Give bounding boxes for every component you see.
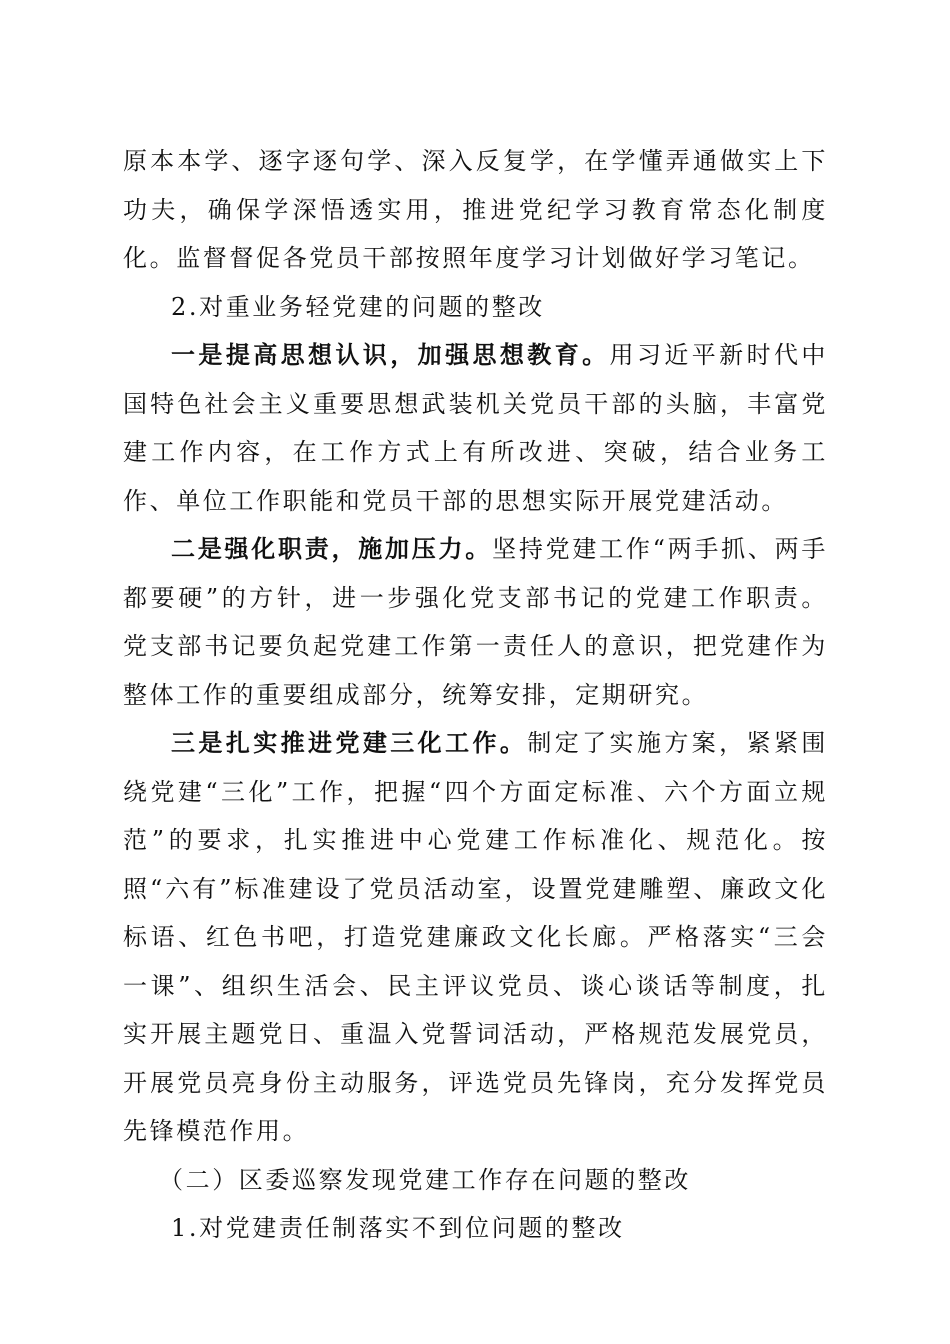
paragraph-1-body: 用习近平新时代中国特色社会主义重要思想武装机关党员干部的头脑，丰富党建工作内容，在工作方式上有所改进、突破，结合业务工作、单位工作职能和党员干部的思想实际开展党建活动。: [123, 341, 828, 515]
continued-paragraph: 原本本学、逐字逐句学、深入反复学，在学懂弄通做实上下功夫，确保学深悟透实用，推进党纪学习教育常态化制度化。监督督促各党员干部按照年度学习计划做好学习笔记。: [123, 147, 828, 272]
paragraph-2: [123, 525, 828, 719]
subheading-2: 2.对重业务轻党建的问题的整改: [171, 292, 545, 321]
paragraph-3-body: 制定了实施方案，紧紧围绕党建“三化”工作，把握“四个方面定标准、六个方面立规范”的要求，扎实推进中心党建工作标准化、规范化。按照“六有”标准建设了党员活动室，设置党建雕塑、廉政文化标语、红色书吧，打造党建廉政文化长廊。严格落实“三会一课”、组织生活会、民主评议党员、谈心谈话等制度，扎实开展主题党日、重温入党誓词活动，严格规范发展党员，开展党员亮身份主动服务，评选党员先锋岗，充分发挥党员先锋模范作用。: [123, 729, 828, 1145]
paragraph-1-lead: 一是提高思想认识，加强思想教育。: [171, 340, 610, 369]
paragraph-1: [123, 331, 828, 525]
subheading-1: 1.对党建责任制落实不到位问题的整改: [171, 1214, 625, 1242]
paragraph-3: [123, 719, 828, 1156]
section-heading-2: （二）区委巡察发现党建工作存在问题的整改: [159, 1165, 691, 1194]
paragraph-2-lead: 二是强化职责，施加压力。: [171, 534, 493, 563]
paragraph-3-lead: 三是扎实推进党建三化工作。: [171, 728, 528, 757]
paragraph-2-body: 坚持党建工作“两手抓、两手都要硬”的方针，进一步强化党支部书记的党建工作职责。党支部书记要负起党建工作第一责任人的意识，把党建作为整体工作的重要组成部分，统筹安排，定期研究。: [123, 535, 828, 709]
document-page: [123, 137, 828, 1253]
